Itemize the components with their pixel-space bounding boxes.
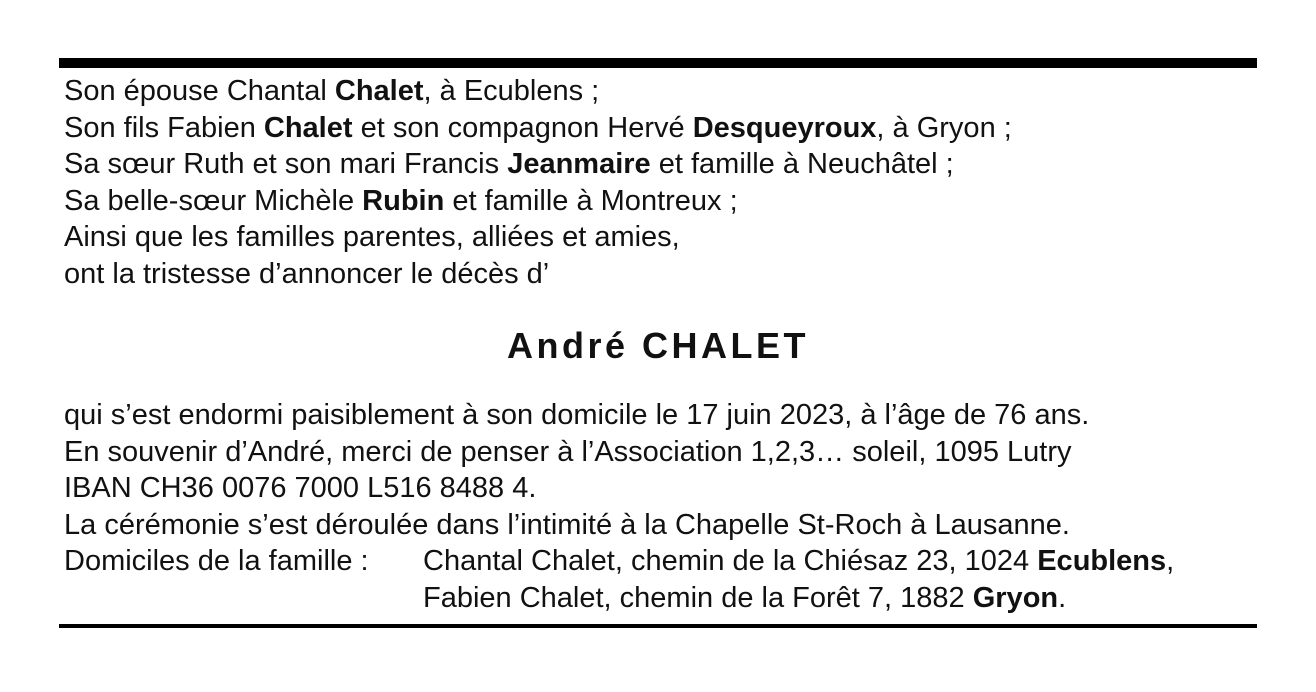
intro-line-6: ont la tristesse d’annoncer le décès d’ (64, 257, 550, 290)
intro-line-2-text: et son compagnon Hervé (352, 111, 693, 144)
intro-line-3-text: et famille à Neuchâtel ; (650, 148, 954, 181)
intro-line-3-text: Sa sœur Ruth et son mari Francis (64, 148, 508, 181)
intro-line-1-text: , à Ecublens ; (423, 75, 600, 107)
intro-line-4-text: et famille à Montreux ; (444, 184, 738, 217)
intro-line-3 (64, 146, 1012, 183)
domicile-address-2 (423, 580, 1066, 617)
domicile-row-2 (64, 580, 1089, 617)
town-bold: Ecublens (1037, 545, 1167, 578)
intro-line-5: Ainsi que les familles parentes, alliées et amies, (64, 221, 680, 254)
deceased-name: André CHALET (507, 325, 809, 366)
surname-bold: Chalet (334, 75, 424, 107)
intro-line-2-text: Son fils Fabien (64, 111, 264, 144)
intro-line-2-text: , à Gryon ; (876, 111, 1012, 144)
address-text: , (1166, 545, 1175, 578)
details-line-4: La cérémonie s’est déroulée dans l’intimité à la Chapelle St-Roch à Lausanne. (64, 508, 1070, 541)
address-text: . (1058, 581, 1067, 614)
intro-line-2 (64, 110, 1012, 147)
intro-line-1-text: Son épouse Chantal (64, 75, 335, 107)
surname-bold: Jeanmaire (507, 148, 651, 181)
domiciles-label: Domiciles de la famille : (64, 545, 369, 578)
bottom-rule (59, 624, 1257, 628)
domicile-row-1 (64, 543, 1175, 580)
surname-bold: Chalet (263, 111, 353, 144)
address-text: Chantal Chalet, chemin de la Chiésaz 23, 1024 (423, 545, 1038, 578)
surname-bold: Desqueyroux (692, 111, 877, 144)
details-line-2: En souvenir d’André, merci de penser à l’Association 1,2,3… soleil, 1095 Lutry (64, 435, 1072, 468)
domicile-address-1 (423, 543, 1174, 580)
intro-line-4 (64, 183, 1012, 220)
details-line-1: qui s’est endormi paisiblement à son domicile le 17 juin 2023, à l’âge de 76 ans. (64, 399, 1090, 431)
intro-line-4-text: Sa belle-sœur Michèle (64, 184, 363, 217)
family-announcement (64, 73, 1012, 293)
top-rule (59, 58, 1257, 68)
surname-bold: Rubin (362, 184, 445, 217)
town-bold: Gryon (972, 581, 1059, 614)
intro-line-1 (64, 73, 1012, 110)
details-line-3: IBAN CH36 0076 7000 L516 8488 4. (64, 472, 537, 505)
announcement-details (64, 397, 1175, 617)
address-text: Fabien Chalet, chemin de la Forêt 7, 1882 (423, 581, 973, 614)
